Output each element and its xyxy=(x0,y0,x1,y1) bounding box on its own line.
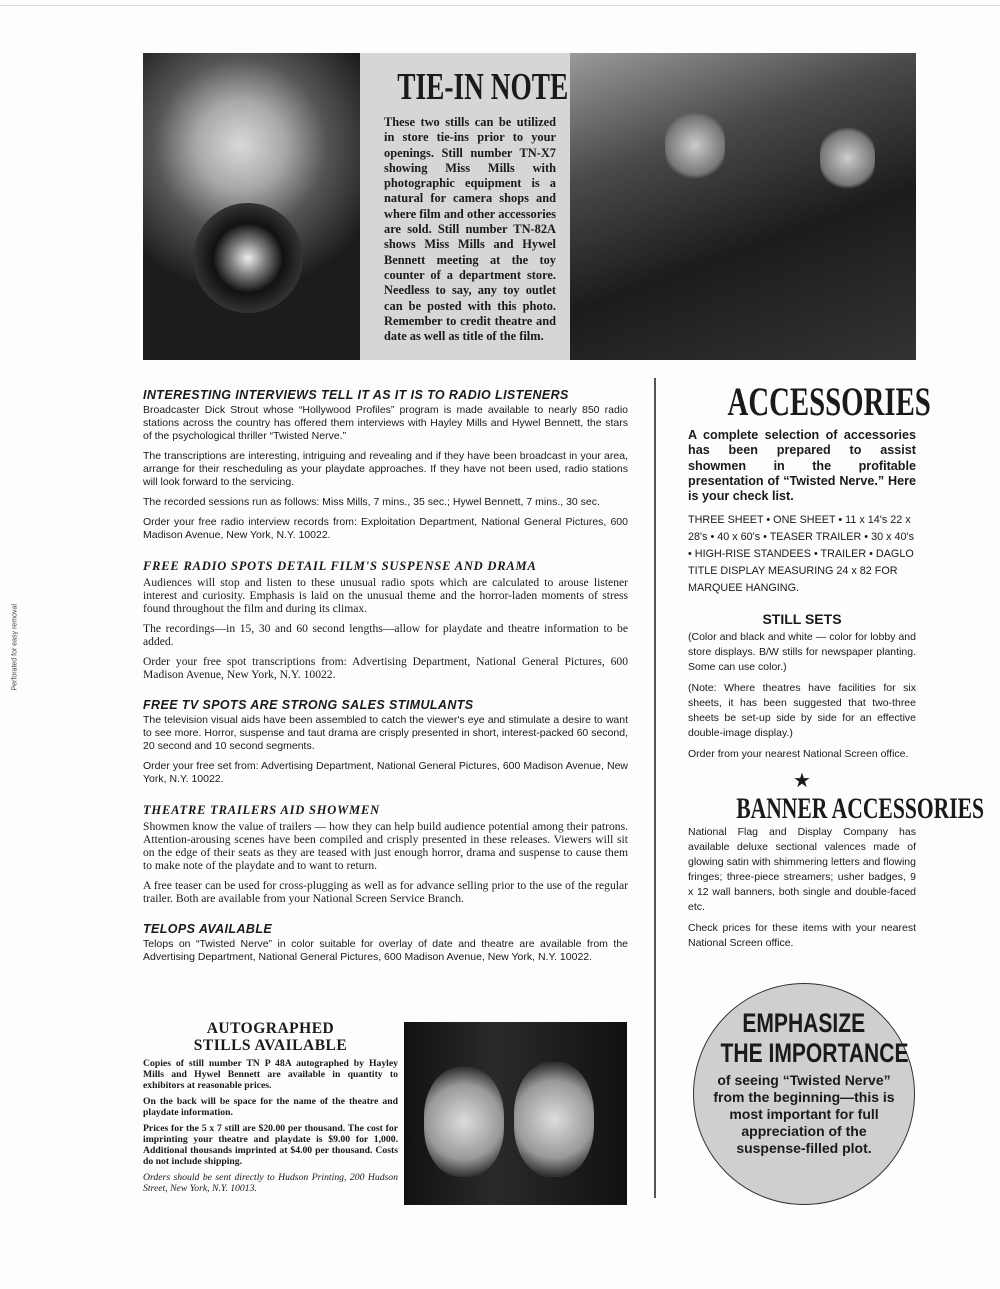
paragraph: (Note: Where theatres have facilities for six sheets, it has been suggested that two-three sheets be set-up side by side for an effective double-image display.) xyxy=(688,682,916,740)
paragraph: Showmen know the value of trailers — how they can help build audience potential among their patrons. Attention-arousing scenes have been compiled and crisply presented in these releases. Viewers will sit on the edge of their seats as they are teased with just enough horror, drama and suspense to cause them to make note of the playdate and to want to return. xyxy=(143,820,628,872)
accessories-intro: A complete selection of accessories has been prepared to assist showmen in the profitable presentation of “Twisted Nerve.” Here is your check list. xyxy=(688,428,916,504)
photo-face xyxy=(665,108,725,183)
paragraph: The transcriptions are interesting, intriguing and revealing and if they have been broadcast in your area, arrange for their rescheduling as your playdate approaches. If they have not been used, radio stations will look forward to the servicing. xyxy=(143,450,628,488)
paragraph: Copies of still number TN P 48A autographed by Hayley Mills and Hywel Bennett are available in quantity to exhibitors at reasonable prices. xyxy=(143,1058,398,1091)
tie-in-note-box xyxy=(360,53,570,360)
paragraph: Order your free set from: Advertising Department, National General Pictures, 600 Madison Avenue, New York, N.Y. 10022. xyxy=(143,760,628,785)
perforation-note: Perforated for easy removal xyxy=(11,604,19,691)
page-edge xyxy=(0,5,1000,6)
paragraph: Broadcaster Dick Strout whose “Hollywood Profiles” program is made available to nearly 850 radio stations across the country has offered them interviews with Hayley Mills and Hywel Bennett, the stars of the psychological thriller “Twisted Nerve.” xyxy=(143,404,628,442)
paragraph: (Color and black and white — color for lobby and store displays. B/W stills for newspaper planting. Some can use color.) xyxy=(688,631,916,674)
section-heading: TELOPS AVAILABLE xyxy=(143,922,273,936)
paragraph: Prices for the 5 x 7 still are $20.00 per thousand. The cost for imprinting your theatre and playdate is $9.00 for 1,000. Additional thousands imprinted at $4.00 per thousand. Costs do not include shipping. xyxy=(143,1123,398,1167)
photo-face xyxy=(424,1067,504,1177)
tie-in-body: These two stills can be utilized in store tie-ins prior to your openings. Still number TN-X7 showing Miss Mills with photographic equipment is a natural for camera shops and where film and other accessories are sold. Still number TN-82A shows Miss Mills and Hywel Bennett meeting at the toy counter of a department store. Needless to say, any toy outlet can be posted with this photo. Remember to credit theatre and date as well as title of the film. xyxy=(384,115,556,344)
title-line: AUTOGRAPHED xyxy=(206,1020,335,1037)
paragraph: The recorded sessions run as follows: Miss Mills, 7 mins., 35 sec.; Hywel Bennett, 7 mins., 30 sec. xyxy=(143,496,600,508)
paragraph: Order your free radio interview records from: Exploitation Department, National General Pictures, 600 Madison Avenue, New York, N.Y. 10022. xyxy=(143,516,628,541)
photo-face xyxy=(514,1062,594,1177)
emphasize-heading: THE IMPORTANCE xyxy=(720,1038,909,1068)
right-column xyxy=(688,379,985,957)
paragraph: On the back will be space for the name of the theatre and playdate information. xyxy=(143,1096,398,1118)
paragraph: The television visual aids have been assembled to catch the viewer's eye and stimulate a desire to want to see more. Horror, suspense and taut drama are crisply presented in short, interest-packed 60 second, 20 second and 10 second segments. xyxy=(143,714,628,752)
column-divider xyxy=(654,378,656,1198)
paragraph: The recordings—in 15, 30 and 60 second lengths—allow for playdate and theatre information to be added. xyxy=(143,622,628,648)
paragraph: National Flag and Display Company has available deluxe sectional valences made of glowing satin with shimmering letters and flowing fringes; three-piece streamers; usher badges, 9 x 12 wall banners, both single and double-faced etc. xyxy=(688,826,916,914)
left-column xyxy=(143,388,628,981)
section-trailers xyxy=(143,803,628,905)
camera-lens xyxy=(193,203,303,313)
emphasize-body: of seeing “Twisted Nerve” from the beginning—this is most important for full appreciation of the suspense-filled plot. xyxy=(713,1072,895,1156)
tie-in-title: TIE-IN NOTE xyxy=(397,66,569,108)
paragraph: Order your free spot transcriptions from: Advertising Department, National General Pictures, 600 Madison Avenue, New York, N.Y. 10022. xyxy=(143,655,628,681)
still-sets-title: STILL SETS xyxy=(762,611,842,628)
accessories-checklist: THREE SHEET • ONE SHEET • 11 x 14's 22 x 28's • 40 x 60's • TEASER TRAILER • 30 x 40's • HIGH-RISE STANDEES • TRAILER • DAGLO TITLE DISPLAY MEASURING 24 x 82 FOR MARQUEE HANGING. xyxy=(688,514,914,595)
section-heading: THEATRE TRAILERS AID SHOWMEN xyxy=(143,803,380,817)
section-radio-spots xyxy=(143,559,628,681)
section-heading: INTERESTING INTERVIEWS TELL IT AS IT IS TO RADIO LISTENERS xyxy=(143,388,569,402)
section-radio-interviews xyxy=(143,388,628,542)
photo-autographed-still xyxy=(404,1022,627,1205)
banner-accessories-title: BANNER ACCESSORIES xyxy=(736,792,985,826)
paragraph: A free teaser can be used for cross-plugging as well as for advance selling prior to the use of the regular trailer. Both are available from your National Screen Service Branch. xyxy=(143,879,628,905)
section-heading: FREE RADIO SPOTS DETAIL FILM'S SUSPENSE AND DRAMA xyxy=(143,559,537,573)
autographed-title xyxy=(143,1020,398,1054)
section-telops xyxy=(143,922,628,964)
paragraph: Audiences will stop and listen to these unusual radio spots which are calculated to arouse listener interest and curiosity. Emphasis is laid on the unusual theme and the horror-laden moments of stress found throughout the film and during its climax. xyxy=(143,576,628,615)
paragraph: Order from your nearest National Screen office. xyxy=(688,748,909,761)
photo-miss-mills-camera xyxy=(143,53,360,360)
paragraph: Telops on “Twisted Nerve” in color suitable for overlay of date and theatre are available from the Advertising Department, National General Pictures, 600 Madison Avenue, New York, N.Y. 10022. xyxy=(143,938,628,963)
photo-face xyxy=(820,123,875,193)
section-heading: FREE TV SPOTS ARE STRONG SALES STIMULANTS xyxy=(143,698,474,712)
paragraph: Orders should be sent directly to Hudson Printing, 200 Hudson Street, New York, N.Y. 10013. xyxy=(143,1172,398,1194)
autographed-stills xyxy=(143,1020,398,1199)
emphasize-heading: EMPHASIZE xyxy=(742,1008,866,1038)
tie-in-banner xyxy=(143,53,916,360)
paragraph: Check prices for these items with your nearest National Screen office. xyxy=(688,922,916,950)
star-icon: ★ xyxy=(793,770,811,793)
accessories-title: ACCESSORIES xyxy=(727,379,931,424)
section-tv-spots xyxy=(143,698,628,786)
photo-toy-counter xyxy=(570,53,916,360)
title-line: STILLS AVAILABLE xyxy=(193,1037,348,1054)
emphasize-circle xyxy=(693,983,915,1205)
